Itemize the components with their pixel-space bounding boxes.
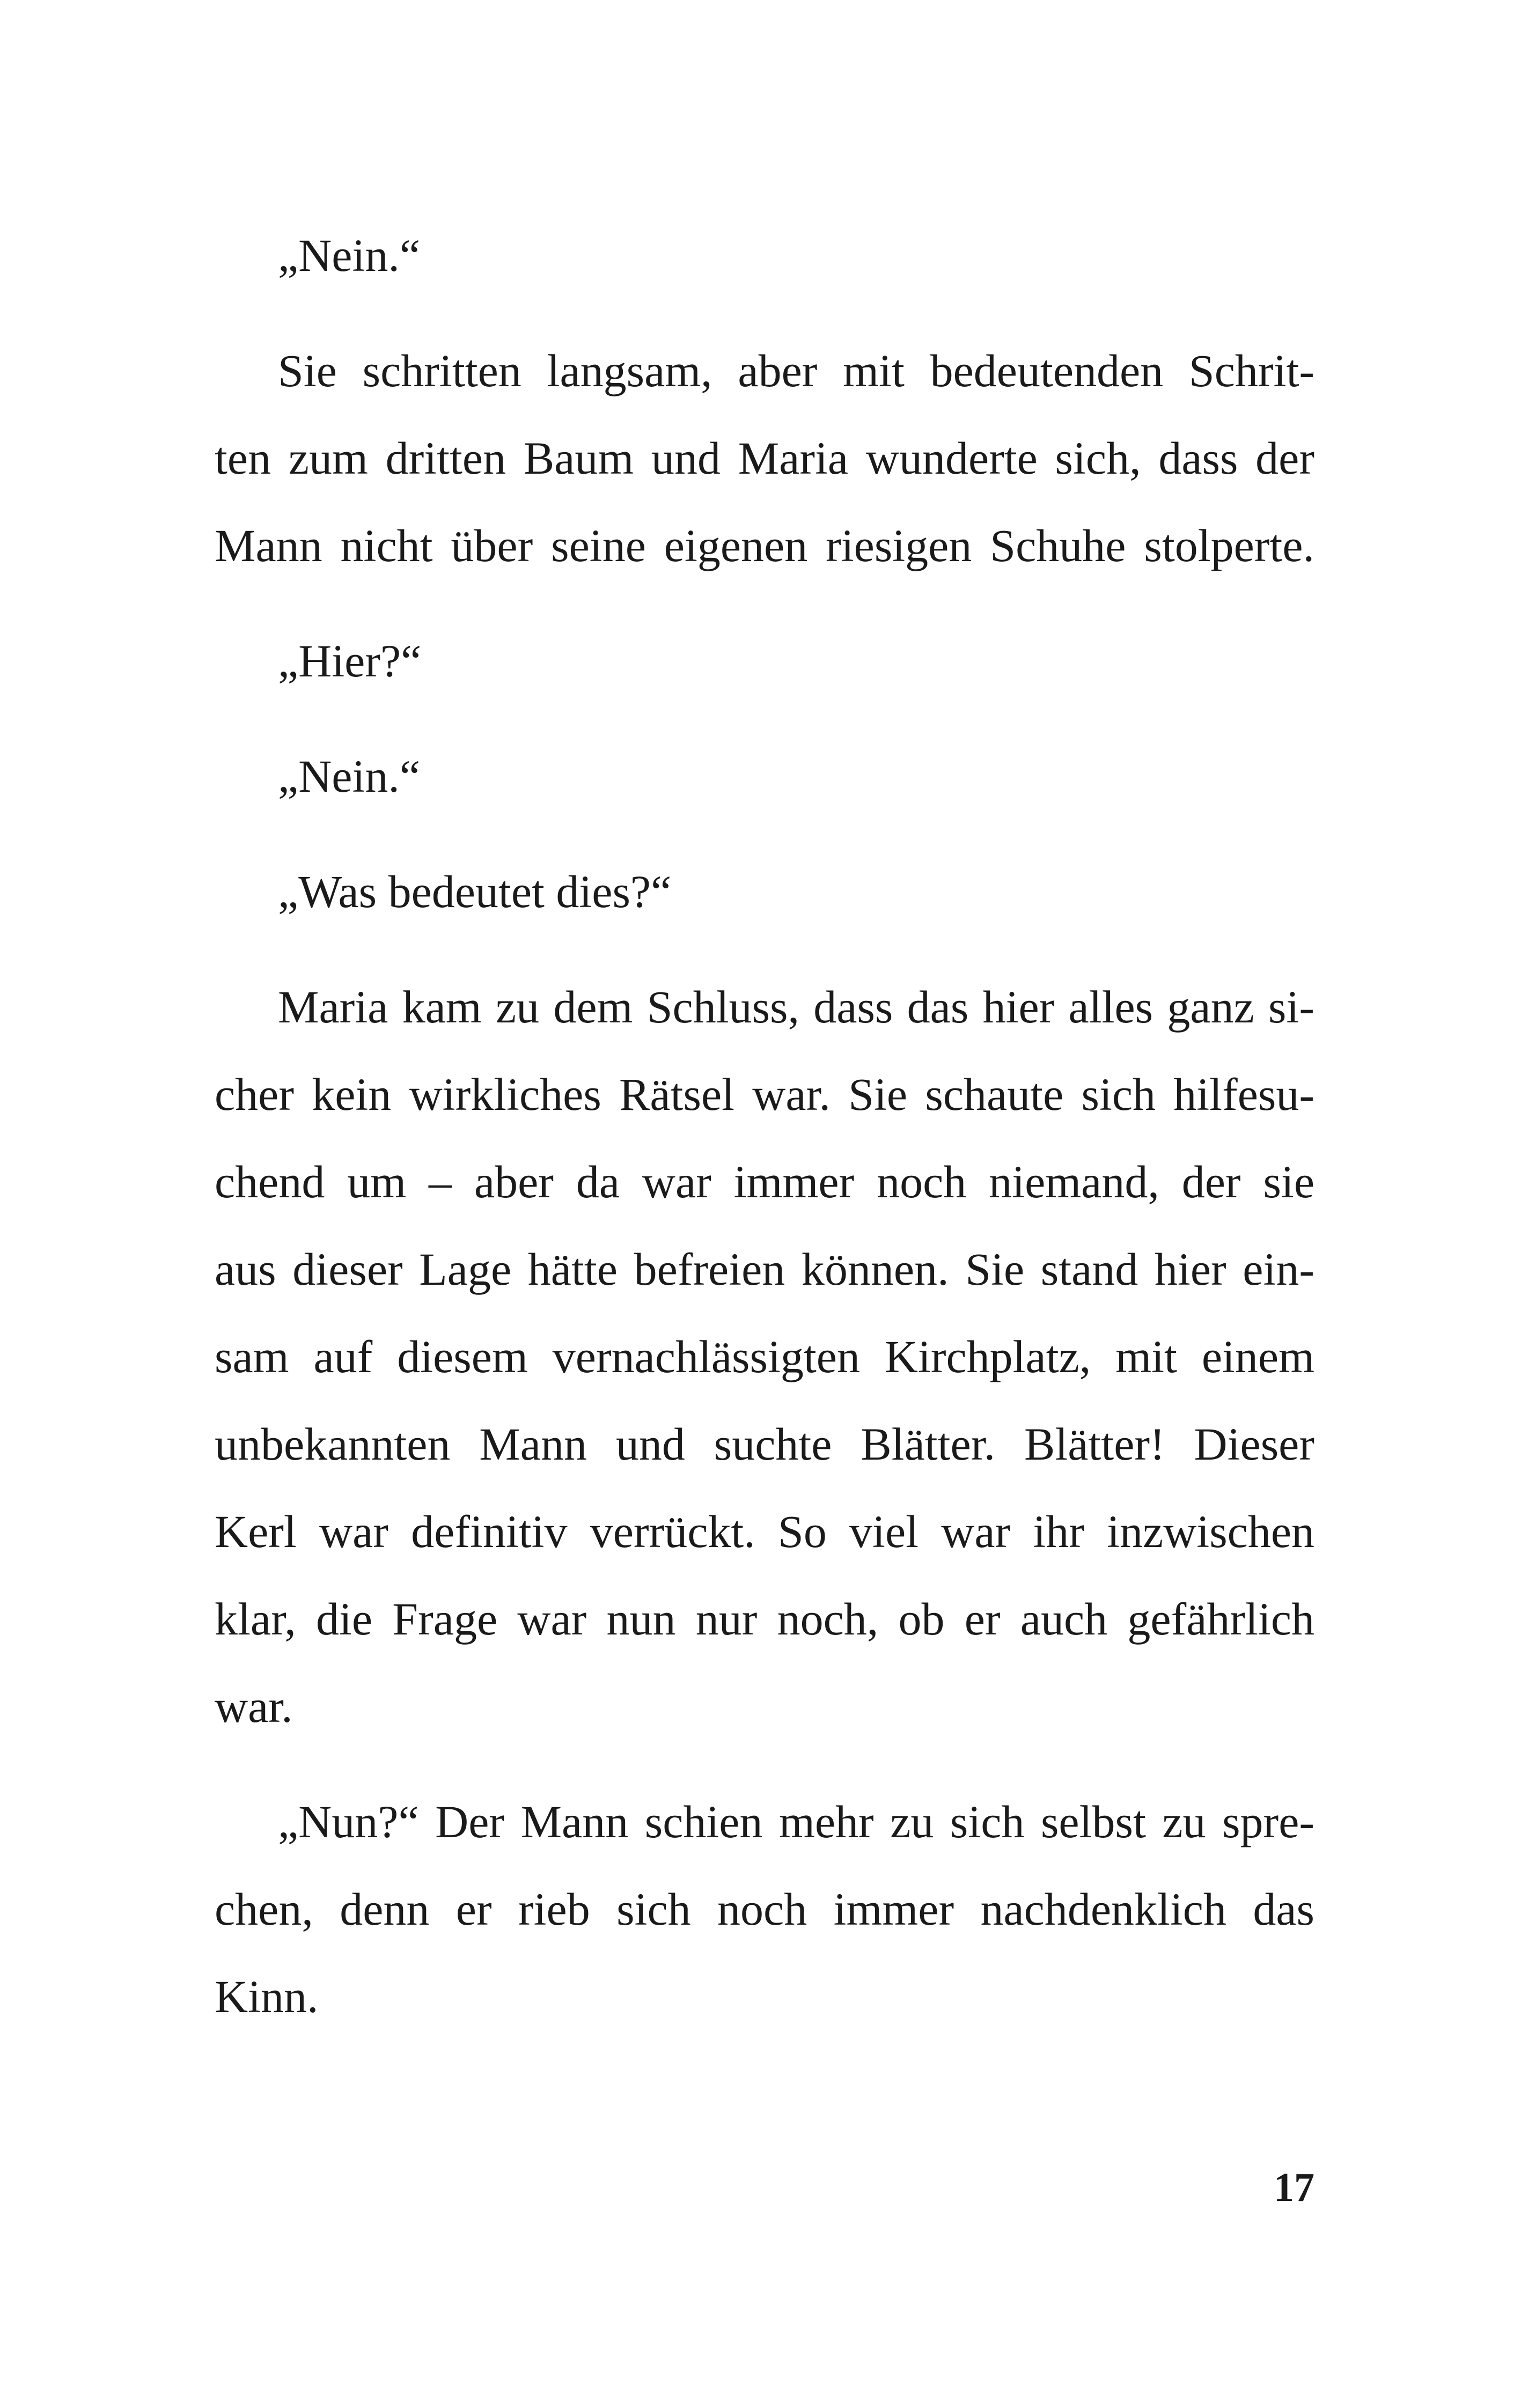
paragraph xyxy=(215,212,1314,299)
text-line: sam auf diesem vernachlässigten Kirchplatz, mit einem xyxy=(215,1331,1314,1382)
text-line: Sie schritten langsam, aber mit bedeutenden Schrit- xyxy=(278,345,1314,396)
paragraph xyxy=(215,617,1314,705)
text-line: „Hier?“ xyxy=(278,635,422,687)
text-line: chend um – aber da war immer noch niemand, der sie xyxy=(215,1156,1314,1207)
text-line: „Nein.“ xyxy=(278,750,421,802)
text-line: klar, die Frage war nun nur noch, ob er auch gefährlich xyxy=(215,1593,1314,1645)
body-text xyxy=(215,212,1314,2068)
paragraph xyxy=(215,848,1314,936)
paragraph xyxy=(215,327,1314,590)
paragraph xyxy=(215,733,1314,820)
text-line: chen, denn er rieb sich noch immer nachdenklich das xyxy=(215,1883,1314,1935)
text-line: Mann nicht über seine eigenen riesigen Schuhe stolperte. xyxy=(215,520,1314,571)
text-line: „Nein.“ xyxy=(278,230,421,281)
text-line: ten zum dritten Baum und Maria wunderte sich, dass der xyxy=(215,432,1314,484)
paragraph xyxy=(215,963,1314,1750)
text-line: aus dieser Lage hätte befreien können. Sie stand hier ein- xyxy=(215,1243,1314,1295)
text-line: unbekannten Mann und suchte Blätter. Blätter! Dieser xyxy=(215,1418,1314,1470)
text-line: cher kein wirkliches Rätsel war. Sie schaute sich hilfesu- xyxy=(215,1069,1314,1120)
paragraph xyxy=(215,1778,1314,2041)
text-line: Maria kam zu dem Schluss, dass das hier alles ganz si- xyxy=(278,981,1314,1033)
text-line: Kinn. xyxy=(215,1971,319,2022)
text-line: „Nun?“ Der Mann schien mehr zu sich selbst zu spre- xyxy=(278,1796,1314,1847)
page-number: 17 xyxy=(1274,2165,1314,2210)
text-line: „Was bedeutet dies?“ xyxy=(278,866,672,917)
text-line: Kerl war definitiv verrückt. So viel war ihr inzwischen xyxy=(215,1506,1314,1557)
text-line: war. xyxy=(215,1681,293,1732)
